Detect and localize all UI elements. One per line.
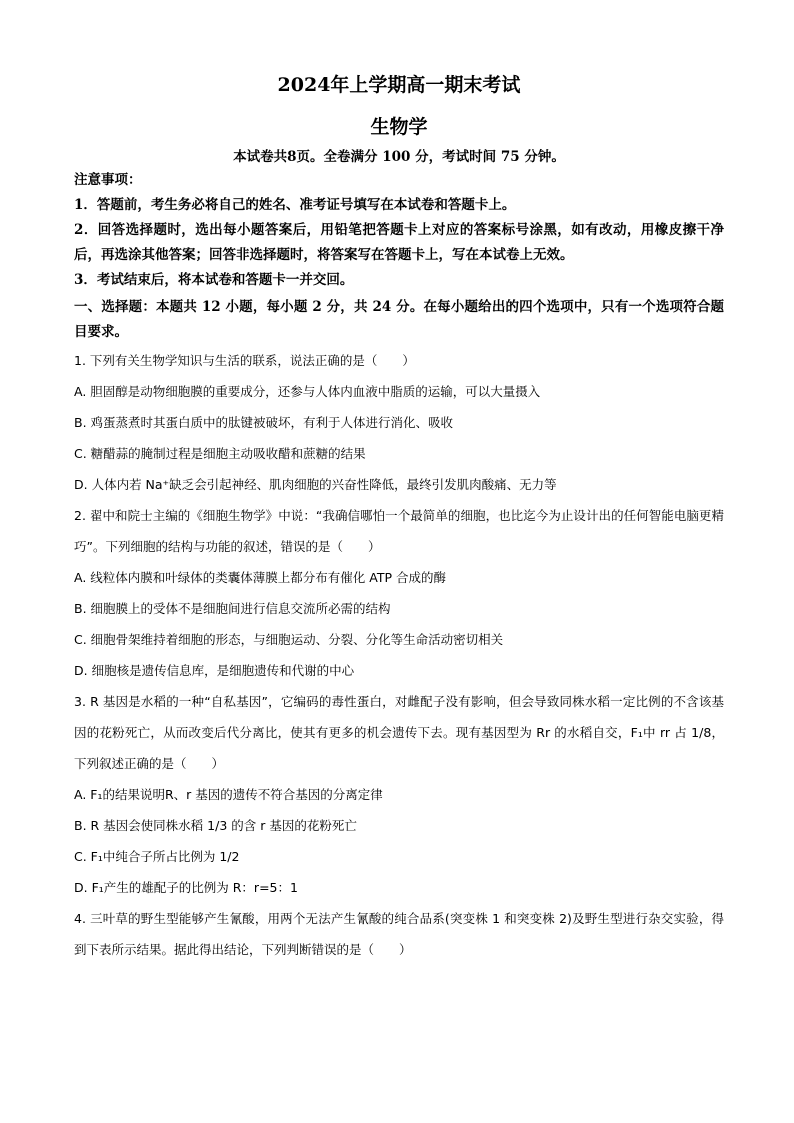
- note-item: 3．考试结束后，将本试卷和答题卡一并交回。: [74, 272, 354, 288]
- note-item: 1．答题前，考生务必将自己的姓名、准考证号填写在本试卷和答题卡上。: [74, 197, 516, 213]
- exam-page: [74, 70, 724, 965]
- question-1-option-a: A. 胆固醇是动物细胞膜的重要成分，还参与人体内血液中脂质的运输，可以大量摄入: [74, 384, 541, 399]
- notes-heading: 注意事项：: [74, 172, 142, 188]
- question-3-option-b: B. R 基因会使同株水稻 1/3 的含 r 基因的花粉死亡: [74, 818, 357, 833]
- question-2-option-a: A. 线粒体内膜和叶绿体的类囊体薄膜上都分布有催化 ATP 合成的酶: [74, 570, 446, 585]
- note-item: 2．回答选择题时，选出每小题答案后，用铅笔把答题卡上对应的答案标号涂黑，如有改动，用橡皮擦干净后，再选涂其他答案；回答非选择题时，将答案写在答题卡上，写在本试卷上无效。: [74, 222, 724, 263]
- question-1-stem: 1. 下列有关生物学知识与生活的联系，说法正确的是（ ）: [74, 353, 415, 368]
- question-3-option-a: A. F₁的结果说明R、r 基因的遗传不符合基因的分离定律: [74, 787, 383, 802]
- question-1-option-c: C. 糖醋蒜的腌制过程是细胞主动吸收醋和蔗糖的结果: [74, 446, 366, 461]
- section-heading: 一、选择题：本题共 12 小题，每小题 2 分，共 24 分。在每小题给出的四个选项中，只有一个选项符合题目要求。: [74, 299, 724, 340]
- question-2-option-b: B. 细胞膜上的受体不是细胞间进行信息交流所必需的结构: [74, 601, 391, 616]
- question-3-stem: 3. R 基因是水稻的一种“自私基因”，它编码的毒性蛋白，对雌配子没有影响，但会导致同株水稻一定比例的不含该基因的花粉死亡，从而改变后代分离比，使其有更多的机会遗传下去。现有基因型为 Rr 的水稻自交，F₁中 rr 占 1/8，下列叙述正确的是（ ）: [74, 694, 724, 771]
- question-1-option-b: B. 鸡蛋蒸煮时其蛋白质中的肽键被破坏，有利于人体进行消化、吸收: [74, 415, 454, 430]
- exam-title: 2024年上学期高一期末考试: [277, 74, 521, 96]
- question-2-option-c: C. 细胞骨架维持着细胞的形态，与细胞运动、分裂、分化等生命活动密切相关: [74, 632, 504, 647]
- question-3-option-d: D. F₁产生的雄配子的比例为 R：r=5：1: [74, 880, 298, 895]
- question-4-stem: 4. 三叶草的野生型能够产生氰酸，用两个无法产生氰酸的纯合品系(突变株 1 和突变株 2)及野生型进行杂交实验，得到下表所示结果。据此得出结论，下列判断错误的是（ ）: [74, 911, 724, 957]
- exam-info: 本试卷共8页。全卷满分 100 分，考试时间 75 分钟。: [233, 149, 565, 165]
- question-2-option-d: D. 细胞核是遗传信息库，是细胞遗传和代谢的中心: [74, 663, 355, 678]
- exam-subject: 生物学: [370, 116, 428, 138]
- question-2-stem: 2. 翟中和院士主编的《细胞生物学》中说：“我确信哪怕一个最简单的细胞，也比迄今为止设计出的任何智能电脑更精巧”。下列细胞的结构与功能的叙述，错误的是（ ）: [74, 508, 724, 554]
- question-1-option-d: D. 人体内若 Na⁺缺乏会引起神经、肌肉细胞的兴奋性降低，最终引发肌肉酸痛、无力等: [74, 477, 557, 492]
- question-3-option-c: C. F₁中纯合子所占比例为 1/2: [74, 849, 240, 864]
